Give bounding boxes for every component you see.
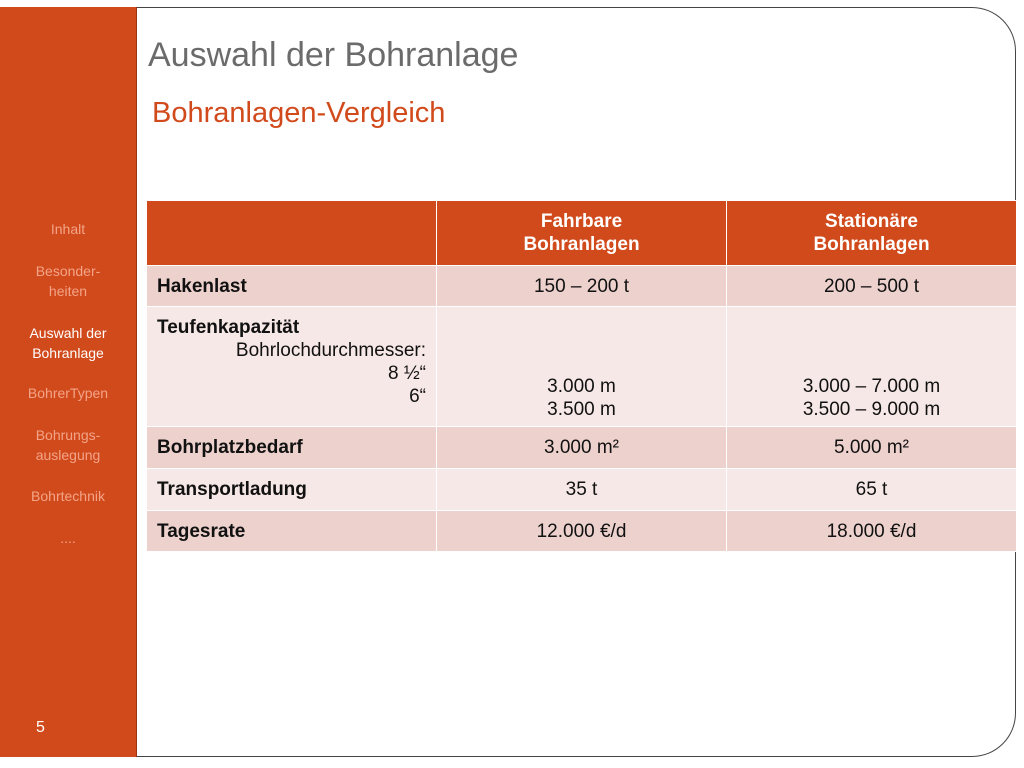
nav-item-besonderheiten[interactable] <box>0 261 136 301</box>
cell-fahrbare: 150 – 200 t <box>437 266 727 307</box>
slide-number: 5 <box>36 719 45 736</box>
table-header-row <box>147 201 1017 266</box>
row-label: Tagesrate <box>147 511 437 552</box>
sidebar <box>0 7 137 757</box>
nav-item-label-line2: Bohranlage <box>32 345 104 361</box>
nav-item-auswahl-der-bohranlage[interactable] <box>0 323 136 363</box>
table-row-tagesrate <box>147 511 1017 552</box>
cell-fahrbare <box>437 307 727 427</box>
sub-label-8-half: 8 ½“ <box>387 363 426 384</box>
cell-stationaere: 5.000 m² <box>727 427 1017 469</box>
row-label: Hakenlast <box>147 266 437 307</box>
row-label: Teufenkapazität <box>157 317 300 338</box>
cell-value-a: 3.000 – 7.000 m <box>802 376 941 397</box>
nav-item-inhalt[interactable] <box>0 219 136 239</box>
page-subtitle: Bohranlagen-Vergleich <box>152 97 446 129</box>
table-row-transportladung <box>147 469 1017 511</box>
cell-fahrbare: 35 t <box>437 469 727 511</box>
comparison-table <box>146 200 1017 552</box>
row-label-cell <box>147 307 437 427</box>
table-row-bohrplatzbedarf <box>147 427 1017 469</box>
cell-fahrbare: 3.000 m² <box>437 427 727 469</box>
cell-stationaere <box>727 307 1017 427</box>
nav-item-label: BohrerTypen <box>27 385 109 401</box>
cell-value-a: 3.000 m <box>547 376 616 397</box>
nav-item-bohrertypen[interactable] <box>0 383 136 403</box>
nav-item-more[interactable] <box>0 528 136 548</box>
nav-item-label-line2: auslegung <box>35 447 101 463</box>
cell-value-b: 3.500 – 9.000 m <box>802 399 941 420</box>
row-label: Bohrplatzbedarf <box>147 427 437 469</box>
sub-heading-bohrlochdurchmesser: Bohrlochdurchmesser: <box>235 340 426 361</box>
header-stationaere-line1: Stationäre <box>825 211 918 232</box>
header-fahrbare-line2: Bohranlagen <box>523 234 640 255</box>
nav-item-label: Bohrungs- <box>35 427 101 443</box>
sub-label-6: 6“ <box>409 386 426 407</box>
table-row-teufenkapazitaet <box>147 307 1017 427</box>
header-empty-cell <box>147 201 437 266</box>
page-title: Auswahl der Bohranlage <box>148 36 519 74</box>
nav-item-label: Inhalt <box>50 221 86 237</box>
row-label: Transportladung <box>147 469 437 511</box>
cell-stationaere: 65 t <box>727 469 1017 511</box>
nav-item-bohrtechnik[interactable] <box>0 486 136 506</box>
cell-stationaere: 18.000 €/d <box>727 511 1017 552</box>
header-fahrbare-line1: Fahrbare <box>540 211 623 232</box>
cell-stationaere: 200 – 500 t <box>727 266 1017 307</box>
header-stationaere <box>727 201 1017 266</box>
nav-item-label: Besonder- <box>35 263 101 279</box>
nav-item-label-line2: heiten <box>48 283 88 299</box>
cell-fahrbare: 12.000 €/d <box>437 511 727 552</box>
nav-item-label: Bohrtechnik <box>31 488 105 504</box>
table-row-hakenlast <box>147 266 1017 307</box>
nav-item-bohrungsauslegung[interactable] <box>0 425 136 465</box>
header-fahrbare <box>437 201 727 266</box>
nav-item-label: Auswahl der <box>29 325 107 341</box>
cell-value-b: 3.500 m <box>547 399 616 420</box>
nav-item-label: .... <box>60 530 76 546</box>
header-stationaere-line2: Bohranlagen <box>813 234 930 255</box>
